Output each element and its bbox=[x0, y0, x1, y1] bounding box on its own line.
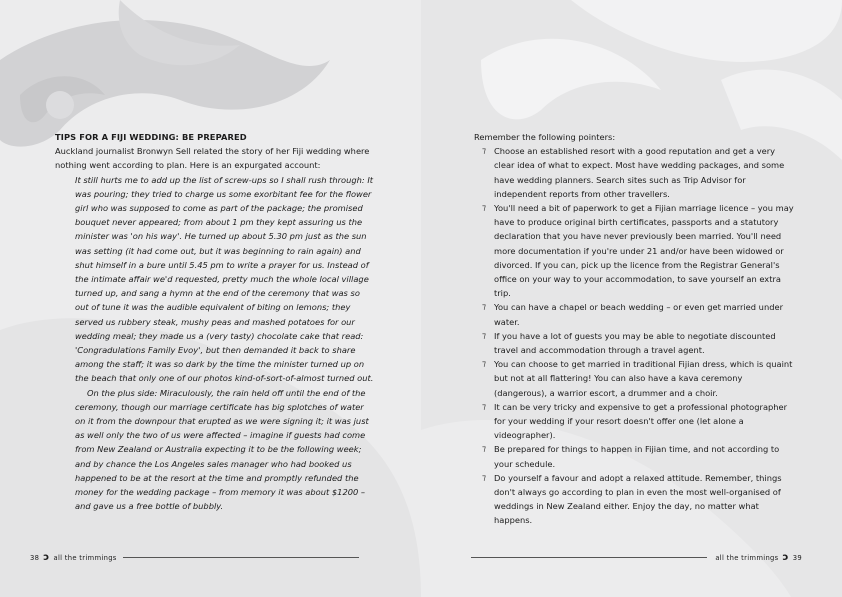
footer-rule bbox=[471, 557, 707, 558]
list-item: ⁊ You can have a chapel or beach wedding – or even get married under water. bbox=[482, 302, 783, 327]
quote-paragraph-2: On the plus side: Miraculously, the rain held off until the end of the ceremony, though our marriage certificate has big splotches of water on it from the downpour that erupted as we were signing it; it was just as well only the two of us were affected – imagine if guests had come from New Zealand or Australia expecting it to be the following week; and by chance the Los Angeles sales manager who had booked us happened to be at the resort at the time and promptly refunded the money for the wedding package – from memory it was about $1200 – and gave us a free bottle of bubbly. bbox=[75, 387, 369, 512]
list-item: ⁊ If you have a lot of guests you may be able to negotiate discounted travel and accommodation through a travel agent. bbox=[482, 330, 776, 356]
footer-rule bbox=[123, 557, 359, 558]
intro-paragraph: Auckland journalist Bronwyn Sell related the story of her Fiji wedding where nothing went according to plan. Here is an expurgated account: bbox=[55, 146, 370, 171]
section-heading: TIPS FOR A FIJI WEDDING: BE PREPARED bbox=[55, 132, 247, 142]
bullet-icon: ⁊ bbox=[482, 359, 486, 369]
bullet-icon: ⁊ bbox=[482, 401, 486, 411]
footer-title: all the trimmings bbox=[53, 553, 117, 562]
list-item: ⁊ Do yourself a favour and adopt a relaxed attitude. Remember, things don't always go according to plan in even the most well-organised of weddings in New Zealand either. Enjoy the day, no matter what happens. bbox=[482, 472, 782, 526]
bullet-icon: ⁊ bbox=[482, 146, 486, 156]
quote-paragraph-1: It still hurts me to add up the list of screw-ups so I shall rush through: It was pouring; they tried to charge us some exorbitant fee for the flower girl who was supposed to come as part of the package; the promised bouquet never appeared; from about 1 pm they kept assuring us the minister was 'on his way'. He turned up about 5.30 pm just as the sun was setting (it had come out, but it was beginning to rain again) and shut himself in a bure until 5.45 pm to write a prayer for us. Instead of the intimate affair we'd requested, pretty much the whole local village turned up, and sang a hymn at the end of the ceremony that was so out of tune it was the audible equivalent of biting on lemons; they served us rubbery steak, mushy peas and mashed potatoes for our wedding meal; they made us a (very tasty) chocolate cake that read: 'Congradulations Family Evoy', but then demanded it back to share among the staff; it was so dark by the time the minister turned up on the beach that only one of our photos kind-of-sort-of-almost turned out. bbox=[75, 174, 374, 384]
list-item: ⁊ Choose an established resort with a good reputation and get a very clear idea of what to expect. Most have wedding packages, and some have wedding planners. Search sites such as Trip Advisor for independent reports from other travellers. bbox=[482, 146, 785, 199]
list-item: ⁊ You can choose to get married in traditional Fijian dress, which is quaint but not at all flattering! You can also have a kava ceremony (dangerous), a warrior escort, a drummer and a choir. bbox=[482, 359, 793, 398]
page-number: 39 bbox=[792, 553, 802, 562]
bullet-icon: ⁊ bbox=[482, 203, 486, 213]
page-number: 38 bbox=[30, 553, 40, 562]
footer-title: all the trimmings bbox=[715, 553, 779, 562]
footer-right bbox=[471, 552, 802, 563]
pointers-list bbox=[474, 144, 794, 527]
footer-left bbox=[30, 552, 359, 563]
fern-icon: ↄ bbox=[43, 552, 50, 563]
bullet-icon: ⁊ bbox=[482, 330, 486, 340]
list-item: ⁊ You'll need a bit of paperwork to get a Fijian marriage licence – you may have to produce original birth certificates, passports and a statutory declaration that you have never previously been married. You'll need more documentation if you're under 21 and/or have been widowed or divorced. If you can, pick up the licence from the Registrar General's office on your way to your accommodation, to save yourself an extra trip. bbox=[482, 203, 794, 299]
pointers-intro: Remember the following pointers: bbox=[474, 132, 616, 142]
bullet-icon: ⁊ bbox=[482, 444, 486, 454]
fern-icon: ↄ bbox=[782, 552, 789, 563]
left-column bbox=[55, 130, 375, 513]
list-item: ⁊ Be prepared for things to happen in Fijian time, and not according to your schedule. bbox=[482, 444, 780, 469]
right-column bbox=[474, 130, 794, 528]
bullet-icon: ⁊ bbox=[482, 302, 486, 312]
quote-block bbox=[75, 173, 375, 514]
list-item: ⁊ It can be very tricky and expensive to get a professional photographer for your wedding if your resort doesn't offer one (let alone a videographer). bbox=[482, 401, 788, 441]
bullet-icon: ⁊ bbox=[482, 472, 486, 482]
